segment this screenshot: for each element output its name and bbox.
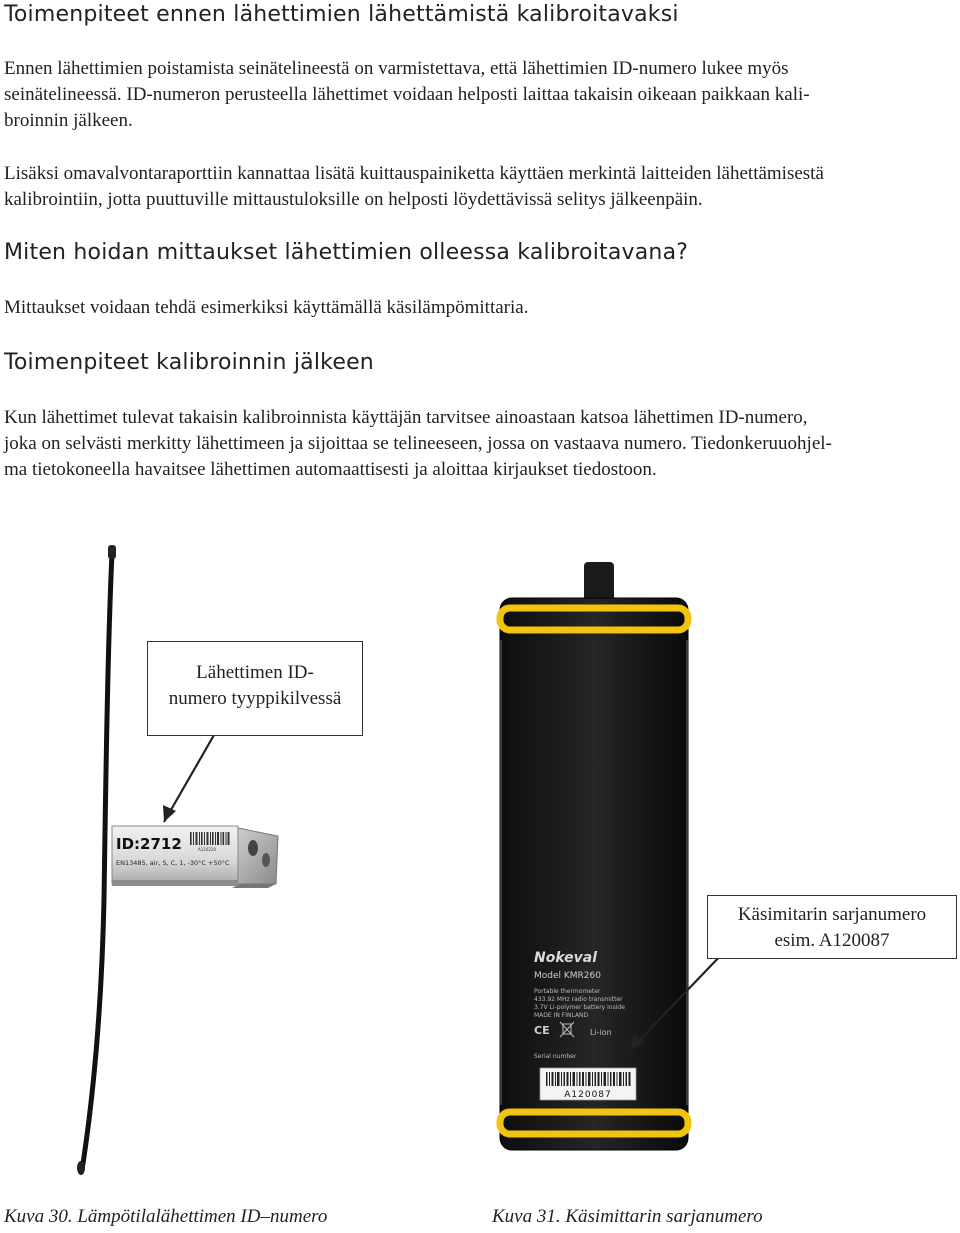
callout-line: Lähettimen ID- bbox=[196, 662, 314, 683]
heading-before-sending: Toimenpiteet ennen lähettimien lähettämistä kalibroitavaksi bbox=[4, 2, 679, 27]
text-line: broinnin jälkeen. bbox=[4, 110, 133, 131]
heading-measurements: Miten hoidan mittaukset lähettimien olleessa kalibroitavana? bbox=[4, 240, 689, 265]
callout-line: esim. A120087 bbox=[774, 930, 890, 951]
paragraph-measurements: Mittaukset voidaan tehdä esimerkiksi käyttämällä käsilämpömittaria. bbox=[4, 297, 529, 318]
thermometer-device bbox=[500, 562, 688, 1150]
callout-serial-number bbox=[707, 895, 957, 959]
spec-line: 3.7V Li-polymer battery inside bbox=[534, 1004, 625, 1011]
spec-line: MADE IN FINLAND bbox=[534, 1012, 589, 1019]
ce-mark-icon: CE bbox=[534, 1024, 550, 1037]
callout-line: numero tyyppikilvessä bbox=[168, 688, 342, 709]
id-label-small: A116220 bbox=[198, 847, 217, 852]
id-label-text: ID:2712 bbox=[116, 835, 182, 853]
spec-line: Portable thermometer bbox=[534, 988, 601, 995]
text-line: joka on selvästi merkitty lähettimeen ja sijoittaa se telineeseen, jossa on vastaava numero. Tiedonkeruuohjel- bbox=[4, 433, 832, 454]
heading-after-calibration: Toimenpiteet kalibroinnin jälkeen bbox=[4, 350, 374, 375]
antenna bbox=[77, 545, 116, 1175]
spec-line: 433.92 MHz radio transmitter bbox=[534, 996, 623, 1003]
caption-figure-30: Kuva 30. Lämpötilalähettimen ID–numero bbox=[4, 1206, 328, 1227]
brand-logo: Nokeval bbox=[534, 950, 598, 966]
text-line: kalibrointiin, jotta puuttuville mittaustuloksille on helposti löydettävissä selitys jälkeenpäin. bbox=[4, 189, 703, 210]
caption-figure-31: Kuva 31. Käsimittarin sarjanumero bbox=[492, 1206, 763, 1227]
li-ion-mark: Li-ion bbox=[590, 1028, 612, 1037]
text-line: ma tietokoneella havaitsee lähettimen automaattisesti ja aloittaa kirjaukset tiedostoon. bbox=[4, 459, 657, 480]
callout-id-number bbox=[147, 641, 363, 736]
callout-pointer-30 bbox=[163, 735, 214, 822]
serial-number-value: A120087 bbox=[564, 1090, 612, 1100]
text-line: Ennen lähettimien poistamista seinätelineestä on varmistettava, että lähettimien ID-numero lukee myös bbox=[4, 58, 789, 79]
serial-number-label: Serial number bbox=[534, 1053, 577, 1060]
text-line: Kun lähettimet tulevat takaisin kalibroinnista käyttäjän tarvitsee ainoastaan katsoa lähettimen ID-numero, bbox=[4, 407, 808, 428]
text-line: Lisäksi omavalvontaraporttiin kannattaa lisätä kuittauspainiketta käyttäen merkintä laitteiden lähettämisestä bbox=[4, 163, 824, 184]
callout-line: Käsimitarin sarjanumero bbox=[737, 904, 927, 925]
text-line: seinätelineessä. ID-numeron perusteella lähettimet voidaan helposti laittaa takaisin oikeaan paikkaan kali- bbox=[4, 84, 810, 105]
id-label-spec: EN13485, air, S, C, 1, -30°C +50°C bbox=[116, 859, 230, 867]
model-text: Model KMR260 bbox=[534, 971, 601, 981]
